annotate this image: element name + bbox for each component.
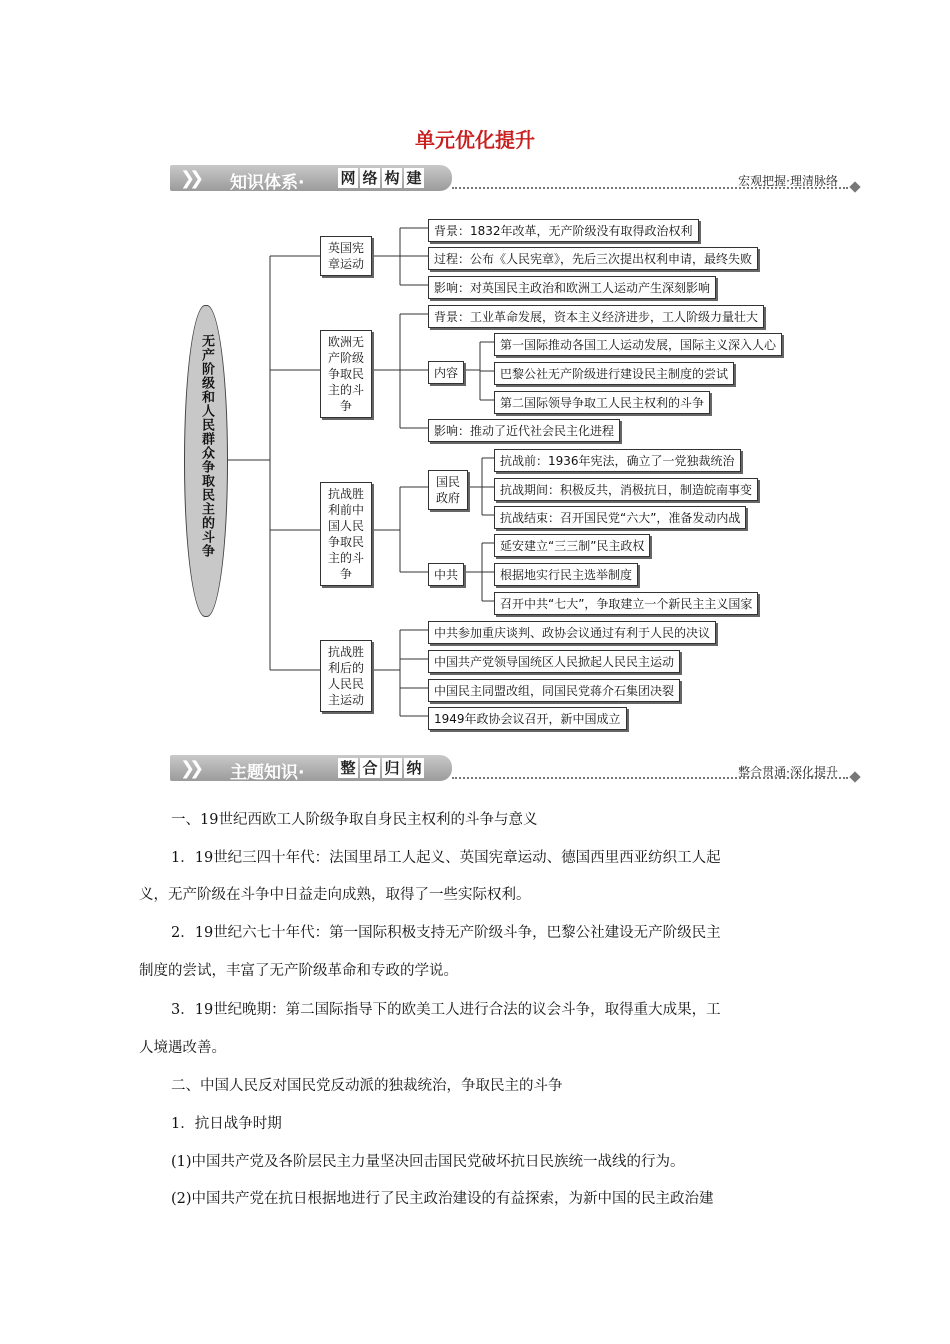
page-title: 单元优化提升 [415, 128, 535, 152]
diamond-icon [849, 771, 860, 782]
chevron-icon: ❯❯ [180, 168, 199, 189]
paragraph: 义，无产阶级在斗争中日益走向成熟，取得了一些实际权利。 [139, 887, 531, 903]
node-cpc-item: 延安建立“三三制”民主政权 [494, 534, 650, 557]
node-kmt-item: 抗战前：1936年宪法，确立了一党独裁统治 [494, 449, 741, 472]
node-cpc: 中共 [428, 563, 464, 586]
banner-char: 网 [338, 168, 358, 188]
paragraph: 1．19世纪三四十年代：法国里昂工人起义、英国宪章运动、德国西里西亚纺织工人起 [171, 850, 721, 866]
paragraph: (2)中国共产党在抗日根据地进行了民主政治建设的有益探索，为新中国的民主政治建 [171, 1191, 714, 1207]
banner-char: 合 [360, 758, 380, 778]
chevron-icon: ❯❯ [180, 758, 199, 779]
node-kmt-item: 抗战期间：积极反共，消极抗日，制造皖南事变 [494, 478, 758, 501]
branch-china-before: 抗战胜利前中国人民争取民主的斗争 [320, 482, 372, 586]
branch-china-after: 抗战胜利后的人民民主运动 [320, 640, 372, 712]
banner-tag: 整合贯通·深化提升 [738, 765, 838, 779]
node-cpc-item: 召开中共“七大”，争取建立一个新民主主义国家 [494, 592, 758, 615]
node-b1-item: 影响：对英国民主政治和欧洲工人运动产生深刻影响 [428, 276, 716, 299]
banner-char: 归 [382, 758, 402, 778]
paragraph: (1)中国共产党及各阶层民主力量坚决回击国民党破坏抗日民族统一战线的行为。 [171, 1154, 685, 1170]
node-b2-background: 背景：工业革命发展，资本主义经济进步，工人阶级力量壮大 [428, 305, 764, 328]
branch-chartism: 英国宪章运动 [320, 236, 372, 276]
node-kmt-item: 抗战结束：召开国民党“六大”，准备发动内战 [494, 506, 746, 529]
branch-europe: 欧洲无产阶级争取民主的斗争 [320, 330, 372, 418]
node-b1-item: 背景：1832年改革，无产阶级没有取得政治权利 [428, 219, 699, 242]
node-b4-item: 中国共产党领导国统区人民掀起人民民主运动 [428, 650, 680, 673]
node-cpc-item: 根据地实行民主选举制度 [494, 563, 638, 586]
paragraph: 一、19世纪西欧工人阶级争取自身民主权利的斗争与意义 [171, 812, 538, 828]
paragraph: 3．19世纪晚期：第二国际指导下的欧美工人进行合法的议会斗争，取得重大成果，工 [171, 1002, 721, 1018]
banner-char: 整 [338, 758, 358, 778]
node-b2-effect: 影响：推动了近代社会民主化进程 [428, 419, 620, 442]
banner-char: 纳 [404, 758, 424, 778]
banner-tag: 宏观把握·理清脉络 [738, 174, 838, 188]
node-b4-item: 中国民主同盟改组，同国民党蒋介石集团决裂 [428, 679, 680, 702]
node-kmt: 国民政府 [428, 470, 468, 510]
banner-char: 构 [382, 168, 402, 188]
node-b2-item: 第二国际领导争取工人民主权利的斗争 [494, 391, 710, 414]
paragraph: 2．19世纪六七十年代：第一国际积极支持无产阶级斗争，巴黎公社建设无产阶级民主 [171, 925, 721, 941]
node-b2-item: 第一国际推动各国工人运动发展，国际主义深入人心 [494, 333, 782, 356]
node-b4-item: 1949年政协会议召开，新中国成立 [428, 707, 627, 730]
paragraph: 人境遇改善。 [139, 1040, 226, 1056]
root-node: 无产阶级和人民群众争取民主的斗争 [184, 305, 228, 617]
banner-char: 建 [404, 168, 424, 188]
section-banner-summary [170, 755, 452, 781]
banner-label: 知识体系· [230, 173, 305, 193]
paragraph: 二、中国人民反对国民党反动派的独裁统治，争取民主的斗争 [171, 1078, 563, 1094]
paragraph: 制度的尝试，丰富了无产阶级革命和专政的学说。 [139, 963, 458, 979]
node-b2-content: 内容 [428, 361, 464, 384]
banner-label: 主题知识· [230, 763, 305, 783]
banner-char: 络 [360, 168, 380, 188]
node-b1-item: 过程：公布《人民宪章》，先后三次提出权利申请，最终失败 [428, 247, 758, 270]
node-b2-item: 巴黎公社无产阶级进行建设民主制度的尝试 [494, 362, 734, 385]
paragraph: 1．抗日战争时期 [171, 1116, 282, 1132]
node-b4-item: 中共参加重庆谈判、政协会议通过有利于人民的决议 [428, 621, 716, 644]
